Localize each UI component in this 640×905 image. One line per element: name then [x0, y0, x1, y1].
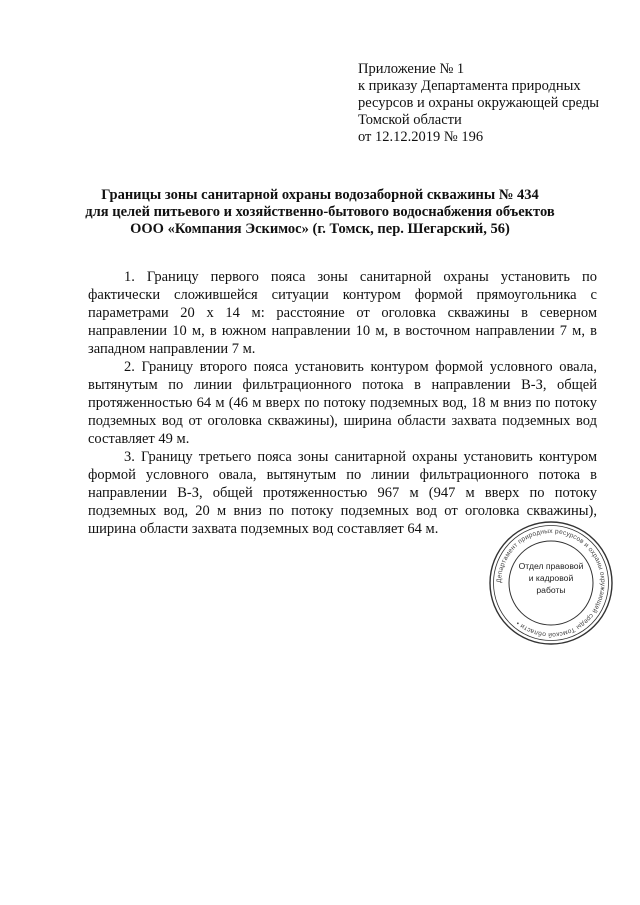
appendix-line: Томской области — [358, 112, 462, 128]
stamp-line: Отдел правовой — [518, 561, 584, 571]
appendix-header — [358, 61, 618, 146]
appendix-line: от 12.12.2019 № 196 — [358, 129, 484, 145]
title-line: для целей питьевого и хозяйственно-бытового водоснабжения объектов — [85, 204, 555, 220]
official-stamp — [487, 519, 615, 647]
paragraph-first-zone: 1. Границу первого пояса зоны санитарной охраны установить по фактически сложившейся ситуации контуром формой прямоугольника с параметрами 20 х 14 м: расстояние от оголовка скважины в северном направлении 10 м, в южном направлении 10 м, в восточном направлении 7 м, в западном направлении 7 м. — [88, 269, 597, 357]
appendix-line: ресурсов и охраны окружающей среды — [358, 95, 600, 111]
title-line: Границы зоны санитарной охраны водозаборной скважины № 434 — [101, 187, 539, 203]
svg-text:Департамент природных ресурсов: Департамент природных ресурсов и охраны окружающей среды Томской области • — [495, 527, 607, 639]
appendix-line: Приложение № 1 — [358, 61, 465, 77]
document-body — [88, 268, 597, 538]
stamp-inner-text — [512, 560, 590, 596]
stamp-line: работы — [536, 585, 566, 595]
paragraph-second-zone: 2. Границу второго пояса установить контуром формой условного овала, вытянутым по линии фильтрационного потока в направлении В-З, общей протяженностью 64 м (46 м вверх по потоку подземных вод, 18 м вниз по потоку подземных вод от оголовка скважины), ширина области захвата подземных вод составляет 49 м. — [88, 359, 597, 447]
appendix-line: к приказу Департамента природных — [358, 78, 581, 94]
stamp-line: и кадровой — [528, 573, 574, 583]
document-title — [60, 187, 580, 238]
paragraph-third-zone: 3. Границу третьего пояса зоны санитарной охраны установить контуром формой условного овала, вытянутым по линии фильтрационного потока в направлении В-З, общей протяженностью 967 м (947 м вверх по потоку подземных вод, 20 м вниз по потоку подземных вод от оголовка скважины), ширина области захвата подземных вод составляет 64 м. — [88, 449, 597, 537]
title-line: ООО «Компания Эскимос» (г. Томск, пер. Шегарский, 56) — [130, 221, 510, 237]
